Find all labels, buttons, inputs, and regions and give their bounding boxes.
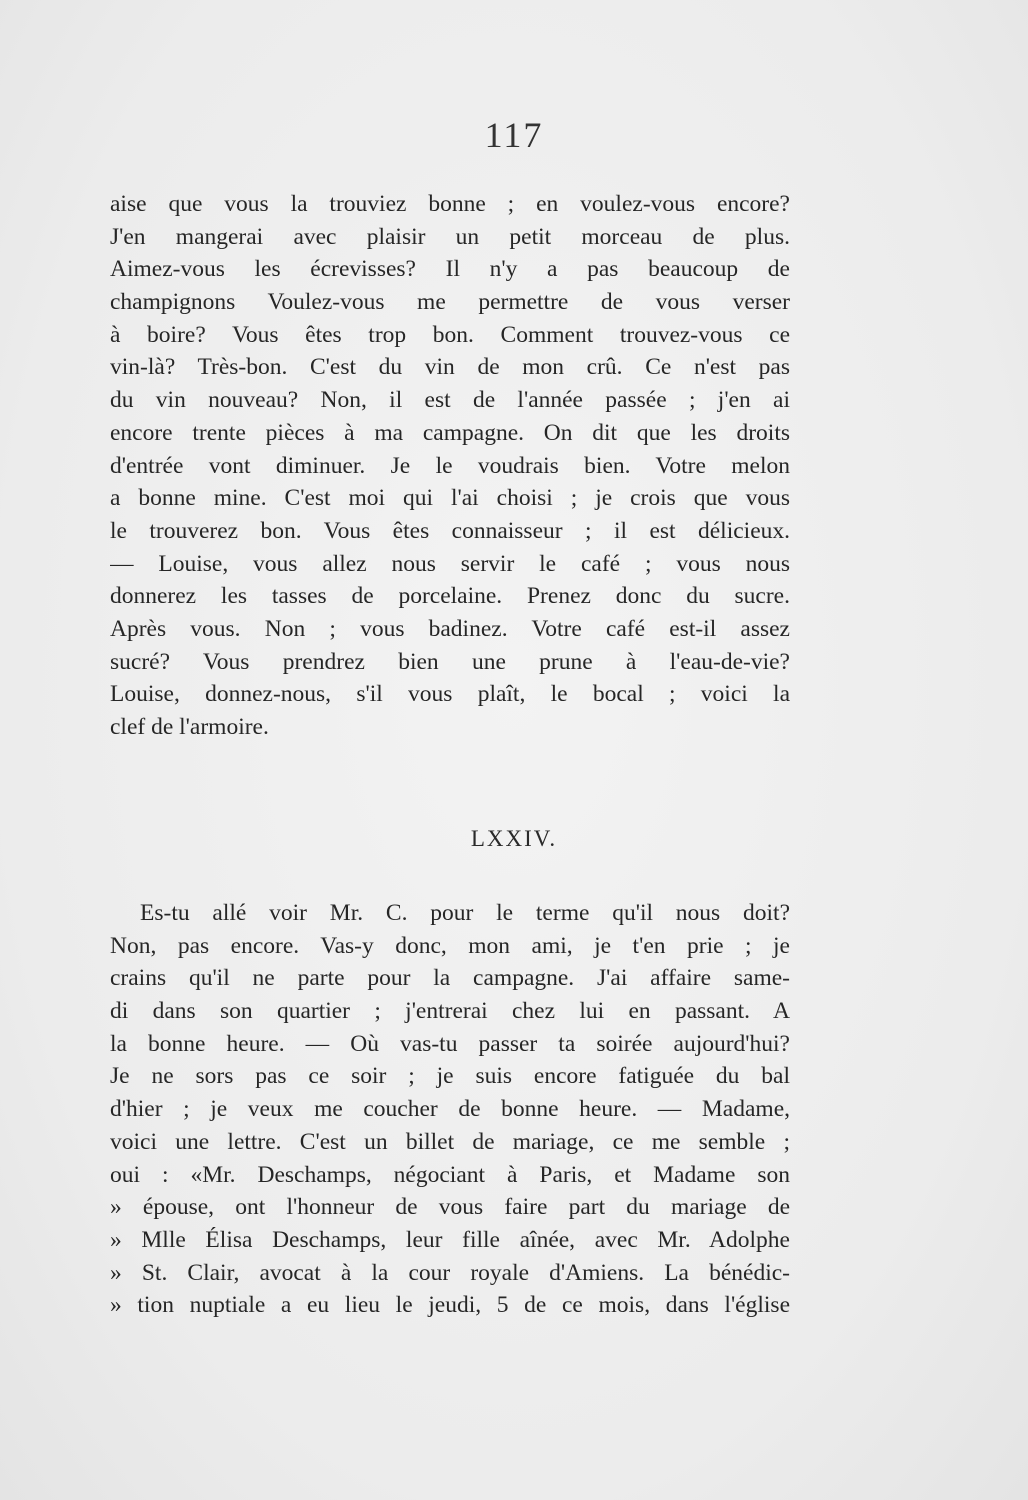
paragraph-dialogue: [110, 188, 790, 744]
text-line: Es-tu allé voir Mr. C. pour le terme qu'il nous doit?: [140, 900, 790, 926]
text-line: champignons Voulez-vous me permettre de vous verser: [110, 289, 790, 316]
text-line: Aimez-vous les écrevisses? Il n'y a pas beaucoup de: [110, 256, 790, 283]
text-line: Louise, donnez-nous, s'il vous plaît, le bocal ; voici la: [110, 681, 790, 708]
text-line: oui : «Mr. Deschamps, négociant à Paris, et Madame son: [110, 1161, 790, 1188]
text-line: sucré? Vous prendrez bien une prune à l'eau-de-vie?: [110, 648, 790, 675]
text-line: J'en mangerai avec plaisir un petit morceau de plus.: [110, 223, 790, 250]
text-line: clef de l'armoire.: [110, 714, 269, 740]
text-line: la bonne heure. — Où vas-tu passer ta soirée aujourd'hui?: [110, 1030, 790, 1057]
text-line: di dans son quartier ; j'entrerai chez lui en passant. A: [110, 998, 790, 1025]
text-line: » tion nuptiale a eu lieu le jeudi, 5 de ce mois, dans l'église: [110, 1292, 790, 1319]
text-line: du vin nouveau? Non, il est de l'année passée ; j'en ai: [110, 387, 790, 414]
text-line: le trouverez bon. Vous êtes connaisseur ; il est délicieux.: [110, 517, 790, 544]
section-heading: LXXIV.: [470, 826, 558, 851]
paragraph-conversation: [110, 897, 790, 1322]
text-line: vin-là? Très-bon. C'est du vin de mon crû. Ce n'est pas: [110, 354, 790, 381]
text-line: aise que vous la trouviez bonne ; en voulez-vous encore?: [110, 191, 790, 217]
text-line: — Louise, vous allez nous servir le café ; vous nous: [110, 550, 790, 577]
text-line: Non, pas encore. Vas-y donc, mon ami, je t'en prie ; je: [110, 932, 790, 959]
text-line: Après vous. Non ; vous badinez. Votre café est-il assez: [110, 615, 790, 642]
text-line: à boire? Vous êtes trop bon. Comment trouvez-vous ce: [110, 321, 790, 348]
text-line: d'entrée vont diminuer. Je le voudrais bien. Votre melon: [110, 452, 790, 479]
text-line: encore trente pièces à ma campagne. On dit que les droits: [110, 419, 790, 446]
page-number: 117: [484, 115, 544, 155]
text-line: Je ne sors pas ce soir ; je suis encore fatiguée du bal: [110, 1063, 790, 1090]
text-line: donnerez les tasses de porcelaine. Prenez donc du sucre.: [110, 583, 790, 610]
text-line: » épouse, ont l'honneur de vous faire part du mariage de: [110, 1194, 790, 1221]
text-line: » St. Clair, avocat à la cour royale d'Amiens. La bénédic-: [110, 1259, 790, 1286]
text-line: d'hier ; je veux me coucher de bonne heure. — Madame,: [110, 1096, 790, 1123]
text-line: crains qu'il ne parte pour la campagne. J'ai affaire same-: [110, 965, 790, 992]
text-line: » Mlle Élisa Deschamps, leur fille aînée, avec Mr. Adolphe: [110, 1226, 790, 1253]
text-line: voici une lettre. C'est un billet de mariage, ce me semble ;: [110, 1128, 790, 1155]
text-line: a bonne mine. C'est moi qui l'ai choisi ; je crois que vous: [110, 485, 790, 512]
